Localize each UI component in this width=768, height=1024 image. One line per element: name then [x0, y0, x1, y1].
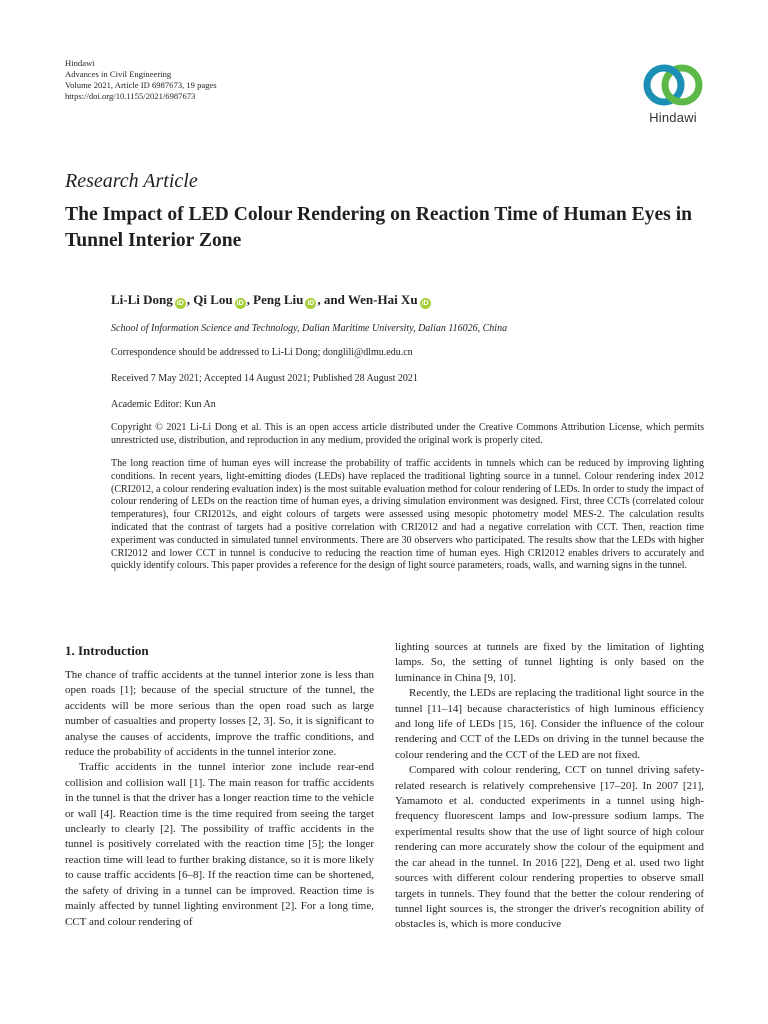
paragraph: The chance of traffic accidents at the tunnel interior zone is less than open roads [1]; because of the special structure of the tunnel, the accidents will be more serious than the open road such as large number of casualties and property losses [2, 3]. So, it is significant to analyse the causes of accidents, improve the traffic conditions, and reduce the probability of accidents in the tunnel interior zone. [65, 669, 374, 759]
paragraph: Recently, the LEDs are replacing the traditional light source in the tunnel [11–14] because characteristics of high luminous efficiency and long life of LEDs [15, 16]. Consider the influence of the colour rendering and CCT of the LEDs on driving in the tunnel because the colour rendering and the CCT of the LED are not fixed. [395, 687, 704, 761]
author-name: Peng Liu [253, 292, 304, 307]
orcid-icon[interactable]: iD [307, 300, 315, 307]
publication-dates: Received 7 May 2021; Accepted 14 August 2021; Published 28 August 2021 [111, 373, 418, 384]
paragraph: Compared with colour rendering, CCT on tunnel driving safety-related research is relatively comprehensive [17–20]. In 2007 [21], Yamamoto et al. conducted experiments in a tunnel using high-frequency fluorescent lamps and low-pressure sodium lamps. The experimental results show that the use of light source of high colour rendering can more accurately show the colour of the equipment and the car ahead in the tunnel. In 2016 [22], Deng et al. used two light sources with different colour rendering properties to observe small targets in tunnels. They found that the better the colour rendering of tunnel light sources is, the stronger the driver's recognition ability of obstacles is, which is more conducive [395, 764, 704, 931]
article-type: Research Article [65, 170, 198, 192]
author-name: Wen-Hai Xu [347, 292, 418, 307]
author-separator: , [186, 292, 194, 307]
abstract-text: The long reaction time of human eyes will increase the probability of traffic accidents in tunnels which can be reduced by improving lighting conditions. In recent years, light-emitting diodes (LEDs) have replaced the traditional lighting source in a tunnel. Colour rendering index 2012 (CRI2012, a colour rendering evaluation index) is the most suitable evaluation method for colour rendering of LEDs. In order to study the impact of colour rendering of LEDs on the reaction time of human eyes, a driving simulation environment was designed. First, three CCTs (correlated colour temperatures), four CRI2012s, and eight colours of targets were assessed using mesopic photometry model MES-2. The calculation results indicated that the contrast of targets had a positive correlation with CRI2012 and had a negative correlation with CCT. Then, reaction time experiment was conducted in simulated tunnel environments. There are 30 observers who participated. The results show that the LEDs with higher CRI2012 and lower CCT in tunnel is conducive to reducing the reaction time of human eyes. High CRI2012 enables drivers to accurately and quickly identify colours. This paper provides a reference for the design of light source parameters, roads, walls, and warning signs in the tunnel. [111, 458, 704, 572]
copyright-notice [111, 421, 704, 447]
paper-title: The Impact of LED Colour Rendering on Reaction Time of Human Eyes in Tunnel Interior Zone [65, 204, 693, 251]
logo-wordmark: Hindawi [649, 110, 697, 125]
orcid-icon[interactable]: iD [421, 300, 429, 307]
author-separator: , and [317, 292, 348, 307]
hindawi-logo [636, 62, 710, 125]
orcid-icon[interactable]: iD [176, 300, 184, 307]
paragraph: Traffic accidents in the tunnel interior zone include rear-end collision and collision wall [1]. The main reason for traffic accidents in the tunnel is that the driver has a longer reaction time to the vehicle or wall [4]. Reaction time is the time required from seeing the target unclearly to clearly [2]. The possibility of traffic accidents in the tunnel is positively correlated with the reaction time [5]; the longer reaction time will lead to further braking distance, so it is more likely to cause traffic accidents [6–8]. If the reaction time can be shortened, the safety of driving in a tunnel can be improved. Reaction time is mainly affected by tunnel lighting environment [2]. For a long time, CCT and colour rendering of [65, 761, 374, 928]
publisher-name: Hindawi [65, 58, 95, 68]
doi-link[interactable]: https://doi.org/10.1155/2021/6987673 [65, 91, 196, 101]
affiliation: School of Information Science and Technology, Dalian Maritime University, Dalian 116026, China [111, 323, 508, 334]
paragraph: lighting sources at tunnels are fixed by the limitation of lighting lamps. So, the setting of tunnel lighting is only based on the luminance in China [9, 10]. [395, 641, 704, 684]
body-column-left [65, 668, 374, 930]
section-heading: 1. Introduction [65, 643, 149, 658]
orcid-icon[interactable]: iD [236, 300, 244, 307]
abstract [111, 458, 704, 573]
author-name: Qi Lou [193, 292, 233, 307]
body-column-right [395, 640, 704, 933]
academic-editor: Academic Editor: Kun An [111, 399, 216, 410]
copyright-text: Copyright © 2021 Li-Li Dong et al. This is an open access article distributed under the Creative Commons Attribution License, which permits unrestricted use, distribution, and reproduction in any medium, provided the original work is properly cited. [111, 422, 704, 446]
author-separator: , [246, 292, 254, 307]
hindawi-logo-icon [641, 62, 705, 108]
journal-name: Advances in Civil Engineering [65, 69, 172, 79]
journal-meta [65, 58, 217, 102]
volume-info: Volume 2021, Article ID 6987673, 19 pages [65, 80, 217, 90]
correspondence: Correspondence should be addressed to Li-Li Dong; donglili@dlmu.edu.cn [111, 347, 413, 358]
author-name: Li-Li Dong [111, 292, 173, 307]
author-list [111, 292, 432, 309]
